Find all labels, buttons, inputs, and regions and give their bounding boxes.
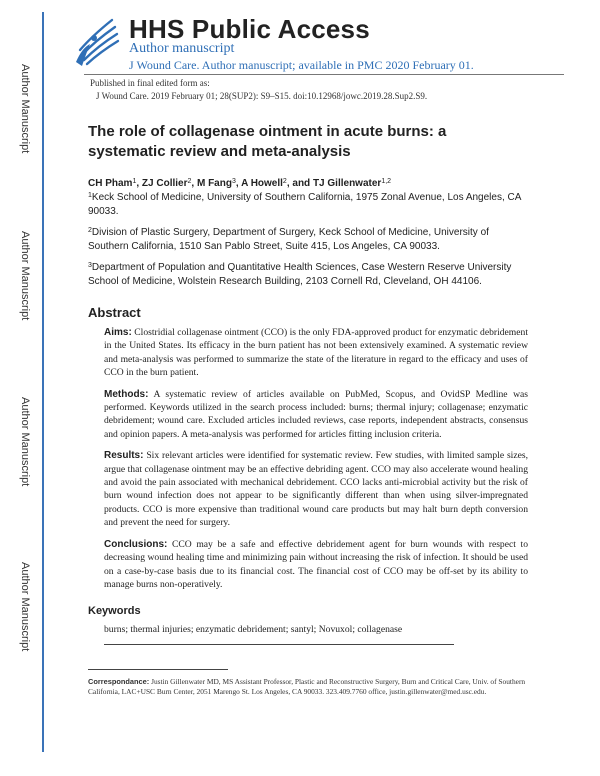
affiliation-3 bbox=[88, 261, 528, 289]
author-name: CH Pham bbox=[88, 178, 133, 189]
journal-availability-line: J Wound Care. Author manuscript; available in PMC 2020 February 01. bbox=[129, 58, 474, 72]
abstract-heading: Abstract bbox=[88, 305, 141, 320]
methods-label: Methods: bbox=[104, 388, 149, 400]
correspondence-text: Justin Gillenwater MD, MS Assistant Professor, Plastic and Reconstructive Surgery, Burn and Critical Care, Univ. of Southern California, LAC+USC Burn Center, 2051 Marengo St. Los Angeles, CA 90033. 323.409.7760 office, justin.gillenwater@med.usc.edu. bbox=[88, 677, 526, 696]
aims-label: Aims: bbox=[104, 327, 132, 338]
author-affiliation-ref: 1,2 bbox=[381, 178, 392, 185]
affiliation-number: 1 bbox=[88, 192, 92, 199]
affiliation-text: Keck School of Medicine, University of Southern California, 1975 Zonal Avenue, Los Angeles, CA 90033. bbox=[88, 192, 521, 217]
author-list: CH Pham$^1$, ZJ Collier$^2$, M Fang$^3$, A Howell$^2$, and TJ Gillenwater$^{1,2}$ bbox=[88, 178, 392, 189]
aims-text: Clostridial collagenase ointment (CCO) is the only FDA-approved product for enzymatic debridement in the United States. Its efficacy in the burn patient has not been extensively examined. A systematic review and meta-analysis was performed to summarize the state of the literature in regard to the efficacy and uses of CCO in the burn patient. bbox=[104, 327, 528, 379]
affiliation-2 bbox=[88, 226, 528, 254]
author-affiliation-ref: 2 bbox=[282, 178, 287, 185]
keywords-rule bbox=[104, 644, 454, 645]
author-name: TJ Gillenwater bbox=[312, 178, 382, 189]
abstract-conclusions bbox=[104, 538, 528, 592]
affiliation-text: Division of Plastic Surgery, Department of Surgery, Keck School of Medicine, University of Southern California, 1510 San Pablo Street, Suite 415, Los Angeles, CA 90033. bbox=[88, 227, 489, 252]
abstract-methods bbox=[104, 388, 528, 442]
correspondence-footnote bbox=[88, 677, 528, 696]
author-name: M Fang bbox=[196, 178, 232, 189]
side-label-2: Author Manuscript bbox=[19, 231, 31, 321]
author-name: ZJ Collier bbox=[141, 178, 188, 189]
article-title: The role of collagenase ointment in acute burns: a systematic review and meta-analysis bbox=[88, 123, 447, 160]
author-affiliation-ref: 2 bbox=[187, 178, 192, 185]
side-label-1: Author Manuscript bbox=[19, 64, 31, 154]
author-name: A Howell bbox=[241, 178, 283, 189]
header-rule bbox=[84, 74, 564, 75]
author-affiliation-ref: 1 bbox=[132, 178, 137, 185]
affiliation-number: 2 bbox=[88, 227, 92, 234]
author-manuscript-sidebar bbox=[0, 0, 42, 776]
results-label: Results: bbox=[104, 450, 144, 462]
affiliation-text: Department of Population and Quantitative Health Sciences, Case Western Reserve University School of Medicine, Wolstein Research Building, 2103 Cornell Rd, Cleveland, OH 44106. bbox=[88, 262, 512, 287]
footnote-rule bbox=[88, 669, 228, 670]
hhs-eagle-icon bbox=[72, 10, 122, 68]
hhs-public-access-title: HHS Public Access bbox=[129, 14, 370, 44]
sidebar-divider bbox=[42, 12, 44, 752]
side-label-4: Author Manuscript bbox=[19, 562, 31, 652]
keywords-heading: Keywords bbox=[88, 605, 141, 618]
side-label-3: Author Manuscript bbox=[19, 397, 31, 487]
conclusions-text: CCO may be a safe and effective debridement agent for burn wounds with respect to decreasing wound healing time and minimizing pain without increasing the risk of infection. It should be used on a case-by-case basis due to its financial cost. The financial cost of CCO may be off-set by its ability to manage burns non-operatively. bbox=[104, 538, 529, 590]
methods-text: A systematic review of articles available on PubMed, Scopus, and OvidSP Medline was performed. Keywords utilized in the search process included: burns; thermal injury; collagenase; enzymatic debridement; wound care. Excluded articles included reviews, case reports, independent abstracts, consensus and opinion papers. A meta-analysis was performed for articles fitting inclusion criteria. bbox=[104, 388, 528, 440]
citation-link[interactable]: J Wound Care. 2019 February 01; 28(SUP2): S9–S15. doi:10.12968/jowc.2019.28.Sup2.S9. bbox=[96, 91, 428, 101]
author-affiliation-ref: 3 bbox=[231, 178, 236, 185]
abstract-results bbox=[104, 449, 528, 529]
correspondence-label: Correspondance: bbox=[88, 677, 150, 686]
results-text: Six relevant articles were identified for systematic review. Few studies, with limited sample sizes, argue that collagenase ointment may be an effective debriding agent. CCO may also accelerate wound healing and avoid the pain associated with mechanical debridement. CCO lacks anti-microbial activity but the risk of burn wound infection does not appear to be significantly different than when using silver-impregnated products. CCO is more expensive than traditional wound care products but may halt burn depth conversion and prevent the need for surgery. bbox=[104, 450, 528, 529]
published-label: Published in final edited form as: bbox=[90, 78, 210, 88]
abstract-aims bbox=[104, 326, 528, 380]
article-content bbox=[88, 122, 528, 636]
conclusions-label: Conclusions: bbox=[104, 538, 168, 550]
keywords-list: burns; thermal injuries; enzymatic debridement; santyl; Novuxol; collagenase bbox=[104, 624, 403, 636]
affiliation-1 bbox=[88, 191, 528, 219]
author-manuscript-subtitle: Author manuscript bbox=[129, 41, 235, 56]
affiliation-number: 3 bbox=[88, 262, 92, 269]
